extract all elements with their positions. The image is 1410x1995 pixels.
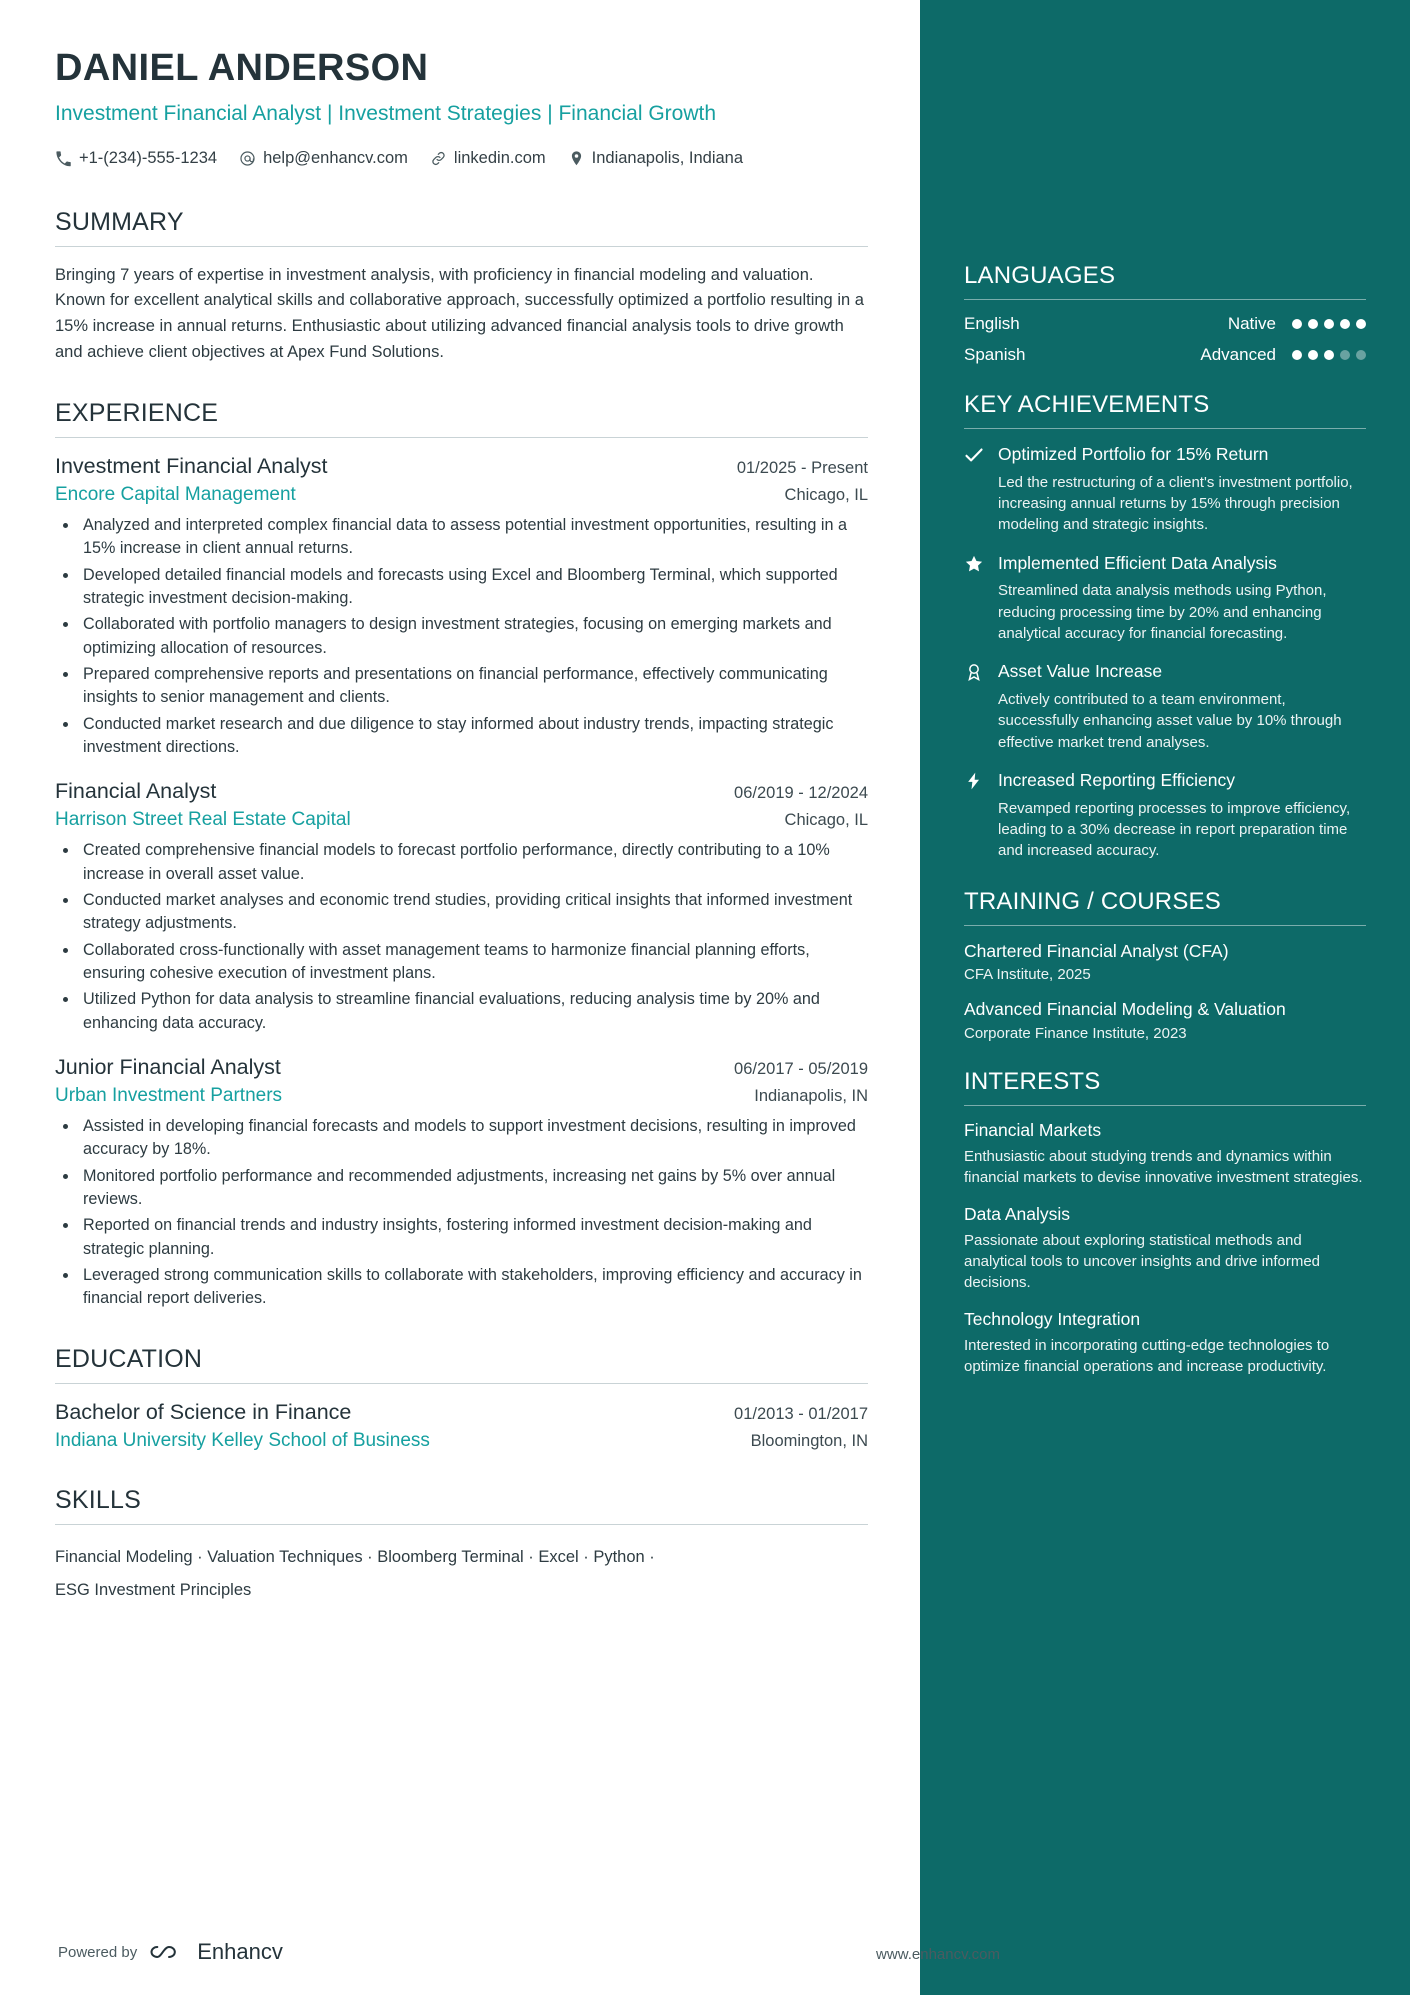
achievement-desc: Streamlined data analysis methods using Python, reducing processing time by 20% and enhancing analytical accuracy for financial forecasting.	[998, 582, 1327, 642]
job-company: Encore Capital Management	[55, 484, 296, 506]
email-icon	[239, 150, 256, 167]
experience-item	[55, 454, 868, 759]
education-section	[55, 1345, 868, 1452]
job-bullets	[55, 514, 868, 759]
skills-line-1: Financial Modeling · Valuation Techniques · Bloomberg Terminal · Excel · Python ·	[55, 1547, 655, 1566]
infinity-icon	[149, 1941, 189, 1963]
rating-dot	[1324, 319, 1334, 329]
interest-item	[964, 1120, 1366, 1189]
training-section-title: TRAINING / COURSES	[964, 888, 1366, 926]
achievements-section	[964, 391, 1366, 862]
achievement-item	[964, 769, 1366, 862]
sidebar	[920, 0, 1410, 1995]
education-section-title: EDUCATION	[55, 1345, 868, 1384]
interests-section	[964, 1068, 1366, 1377]
interest-item	[964, 1309, 1366, 1378]
achievements-section-title: KEY ACHIEVEMENTS	[964, 391, 1366, 429]
language-name: English	[964, 314, 1020, 333]
achievement-title: Increased Reporting Efficiency	[998, 769, 1236, 790]
enhancv-wordmark: Enhancv	[197, 1939, 283, 1964]
experience-item	[55, 1055, 868, 1311]
achievement-desc: Actively contributed to a team environment, successfully enhancing asset value by 10% through effective market trend analyses.	[998, 691, 1342, 751]
rating-dot	[1292, 319, 1302, 329]
job-bullet: • Collaborated cross-functionally with asset management teams to harmonize financial planning efforts, ensuring cohesive execution of investment plans.	[79, 939, 868, 986]
enhancv-logo	[149, 1939, 283, 1965]
contact-list	[55, 144, 755, 174]
training-item	[964, 998, 1366, 1042]
language-rating	[1292, 319, 1366, 329]
job-company: Urban Investment Partners	[55, 1084, 283, 1106]
job-bullet: • Collaborated with portfolio managers to design investment strategies, focusing on emerging markets and optimizing allocation of resources.	[79, 613, 868, 660]
summary-text: Bringing 7 years of expertise in investment analysis, with proficiency in financial modeling and valuation. Known for excellent analytical skills and collaborative approach, successfully optimized a portfolio resulting in a 15% increase in annual returns. Enthusiastic about utilizing advanced financial analysis tools to drive growth and achieve client objectives at Apex Fund Solutions.	[55, 265, 864, 361]
language-level: Advanced	[1200, 345, 1276, 364]
contact-link-text[interactable]: linkedin.com	[453, 149, 546, 168]
skills-section	[55, 1486, 868, 1607]
school-name: Indiana University Kelley School of Business	[55, 1429, 430, 1451]
rating-dot	[1308, 350, 1318, 360]
job-bullet: • Conducted market research and due diligence to stay informed about industry trends, impacting strategic investment directions.	[79, 713, 868, 760]
experience-section	[55, 399, 868, 1311]
achievement-title: Implemented Efficient Data Analysis	[998, 552, 1277, 573]
achievement-title: Optimized Portfolio for 15% Return	[998, 444, 1269, 464]
interests-section-title: INTERESTS	[964, 1068, 1366, 1106]
job-location: Chicago, IL	[784, 811, 868, 830]
footer-website[interactable]: www.enhancv.com	[876, 1946, 1000, 1963]
job-date: 06/2017 - 05/2019	[734, 1059, 868, 1078]
contact-email-text[interactable]: help@enhancv.com	[263, 149, 408, 168]
rating-dot	[1324, 350, 1334, 360]
language-rating	[1292, 350, 1366, 360]
contact-link[interactable]	[430, 144, 546, 174]
summary-section-title: SUMMARY	[55, 208, 868, 247]
interest-title: Technology Integration	[964, 1308, 1141, 1329]
language-item	[964, 314, 1366, 334]
achievement-item	[964, 443, 1366, 536]
powered-by-label: Powered by	[58, 1943, 138, 1961]
job-bullet: • Reported on financial trends and industry insights, fostering informed investment decision-making and strategic planning.	[79, 1214, 868, 1261]
skills-line-2: ESG Investment Principles	[55, 1580, 252, 1599]
location-icon	[568, 150, 585, 167]
rating-dot	[1340, 350, 1350, 360]
achievement-desc: Led the restructuring of a client's investment portfolio, increasing annual returns by 15% through precision modeling and strategic insights.	[998, 473, 1353, 534]
degree-title: Bachelor of Science in Finance	[55, 1399, 352, 1424]
job-bullet: • Conducted market analyses and economic trend studies, providing critical insights that informed investment strategy adjustments.	[79, 889, 868, 936]
contact-phone-text: +1-(234)-555-1234	[79, 149, 218, 168]
check-icon	[964, 443, 986, 536]
job-bullet: • Monitored portfolio performance and recommended adjustments, increasing net gains by 5% over annual reviews.	[79, 1165, 868, 1212]
training-item	[964, 940, 1366, 984]
achievement-item	[964, 660, 1366, 753]
page-title: DANIEL ANDERSON	[55, 47, 429, 89]
link-icon	[430, 150, 447, 167]
interest-desc: Interested in incorporating cutting-edge technologies to optimize financial operations and increase productivity.	[964, 1336, 1330, 1375]
contact-location-text: Indianapolis, Indiana	[591, 149, 744, 168]
footer-brand-group	[58, 1939, 283, 1965]
skills-section-title: SKILLS	[55, 1486, 868, 1525]
experience-item	[55, 779, 868, 1035]
job-bullet: • Analyzed and interpreted complex financial data to assess potential investment opportunities, resulting in a 15% increase in client annual returns.	[79, 514, 868, 561]
contact-email	[239, 144, 408, 174]
interest-desc: Passionate about exploring statistical methods and analytical tools to uncover insights and drive informed decisions.	[964, 1231, 1321, 1292]
rating-dot	[1356, 319, 1366, 329]
job-bullets	[55, 839, 868, 1035]
language-level: Native	[1227, 314, 1276, 333]
achievement-title: Asset Value Increase	[998, 661, 1163, 682]
rating-dot	[1308, 319, 1318, 329]
star-icon	[964, 552, 986, 645]
interest-title: Data Analysis	[964, 1203, 1071, 1224]
footer	[0, 1925, 1410, 1965]
experience-section-title: EXPERIENCE	[55, 399, 868, 438]
training-title: Chartered Financial Analyst (CFA)	[964, 940, 1229, 961]
rating-dot	[1356, 350, 1366, 360]
award-icon	[964, 660, 986, 753]
achievement-desc: Revamped reporting processes to improve efficiency, leading to a 30% decrease in report preparation time and increased accuracy.	[998, 799, 1351, 860]
job-bullet: • Assisted in developing financial forecasts and models to support investment decisions, resulting in improved accuracy by 18%.	[79, 1115, 868, 1162]
languages-section-title: LANGUAGES	[964, 262, 1366, 300]
phone-icon	[55, 150, 72, 167]
job-date: 06/2019 - 12/2024	[734, 784, 868, 803]
job-location: Indianapolis, IN	[754, 1086, 868, 1105]
headline: Investment Financial Analyst | Investment Strategies | Financial Growth	[55, 101, 717, 125]
contact-phone	[55, 144, 217, 174]
contact-location	[568, 144, 743, 174]
training-section	[964, 888, 1366, 1043]
job-title: Investment Financial Analyst	[55, 454, 328, 479]
job-title: Junior Financial Analyst	[55, 1054, 281, 1079]
training-sub: CFA Institute, 2025	[964, 966, 1091, 984]
degree-date: 01/2013 - 01/2017	[734, 1404, 868, 1423]
summary-section	[55, 208, 868, 365]
job-bullet: • Developed detailed financial models and forecasts using Excel and Bloomberg Terminal, which supported strategic investment decision-making.	[79, 564, 868, 611]
job-bullet: • Created comprehensive financial models to forecast portfolio performance, directly contributing to a 10% increase in overall asset value.	[79, 839, 868, 886]
education-item	[55, 1400, 868, 1452]
job-title: Financial Analyst	[55, 779, 217, 804]
job-bullet: • Utilized Python for data analysis to streamline financial evaluations, reducing analysis time by 20% and enhancing data accuracy.	[79, 988, 868, 1035]
interest-desc: Enthusiastic about studying trends and dynamics within financial markets to devise innovative investment strategies.	[964, 1148, 1363, 1187]
achievement-item	[964, 552, 1366, 645]
training-title: Advanced Financial Modeling & Valuation	[964, 999, 1286, 1020]
language-item	[964, 345, 1366, 365]
job-bullets	[55, 1115, 868, 1311]
interest-title: Financial Markets	[964, 1120, 1102, 1141]
rating-dot	[1340, 319, 1350, 329]
job-date: 01/2025 - Present	[736, 459, 868, 478]
language-name: Spanish	[964, 345, 1026, 364]
job-location: Chicago, IL	[784, 486, 868, 505]
training-sub: Corporate Finance Institute, 2023	[964, 1025, 1187, 1043]
bolt-icon	[964, 769, 986, 862]
school-location: Bloomington, IN	[750, 1431, 868, 1450]
rating-dot	[1292, 350, 1302, 360]
job-bullet: • Prepared comprehensive reports and presentations on financial performance, effectively communicating insights to senior management and clients.	[79, 663, 868, 710]
job-bullet: • Leveraged strong communication skills to collaborate with stakeholders, improving efficiency and accuracy in financial report deliveries.	[79, 1264, 868, 1311]
job-company: Harrison Street Real Estate Capital	[55, 809, 351, 831]
languages-section	[964, 262, 1366, 365]
interest-item	[964, 1204, 1366, 1294]
